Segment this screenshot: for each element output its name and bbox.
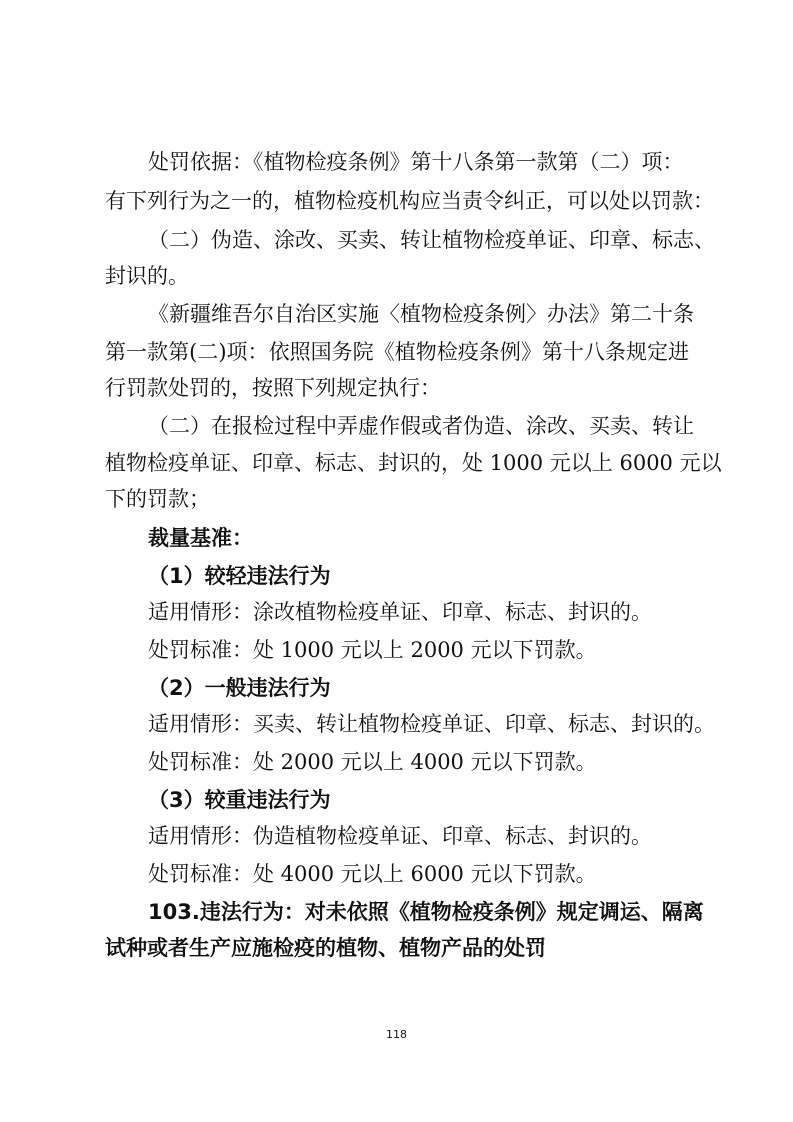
text-line: 适用情形：买卖、转让植物检疫单证、印章、标志、封识的。 (148, 712, 715, 736)
text-line: 适用情形：伪造植物检疫单证、印章、标志、封识的。 (148, 824, 652, 848)
text-line: 适用情形：涂改植物检疫单证、印章、标志、封识的。 (148, 600, 652, 624)
text-line: 处罚标准：处 2000 元以上 4000 元以下罚款。 (148, 750, 597, 774)
level-heading: （1）较轻违法行为 (148, 564, 331, 588)
text-line: （二）在报检过程中弄虚作假或者伪造、涂改、买卖、转让 (148, 414, 694, 438)
text-line: 有下列行为之一的，植物检疫机构应当责令纠正，可以处以罚款： (105, 189, 714, 213)
text-line: 处罚标准：处 4000 元以上 6000 元以下罚款。 (148, 862, 597, 886)
page-number: 118 (386, 1028, 407, 1041)
level-heading: （3）较重违法行为 (148, 788, 331, 812)
text-line: 下的罚款； (105, 487, 210, 511)
text-line: 植物检疫单证、印章、标志、封识的，处 1000 元以上 6000 元以 (105, 451, 722, 475)
text-line: 行罚款处罚的，按照下列规定执行： (105, 376, 441, 400)
item-heading: 试种或者生产应施检疫的植物、植物产品的处罚 (105, 936, 546, 960)
text-line: 处罚依据：《植物检疫条例》第十八条第一款第（二）项： (148, 150, 684, 174)
text-line: 封识的。 (105, 264, 189, 288)
text-line: 《新疆维吾尔自治区实施〈植物检疫条例〉办法》第二十条 (148, 302, 694, 326)
section-heading: 裁量基准： (148, 526, 253, 550)
text-line: （二）伪造、涂改、买卖、转让植物检疫单证、印章、标志、 (148, 228, 715, 252)
text-line: 处罚标准：处 1000 元以上 2000 元以下罚款。 (148, 638, 597, 662)
item-heading: 103.违法行为：对未依照《植物检疫条例》规定调运、隔离 (148, 900, 704, 924)
text-line: 第一款第(二)项：依照国务院《植物检疫条例》第十八条规定进 (105, 340, 689, 364)
level-heading: （2）一般违法行为 (148, 676, 331, 700)
